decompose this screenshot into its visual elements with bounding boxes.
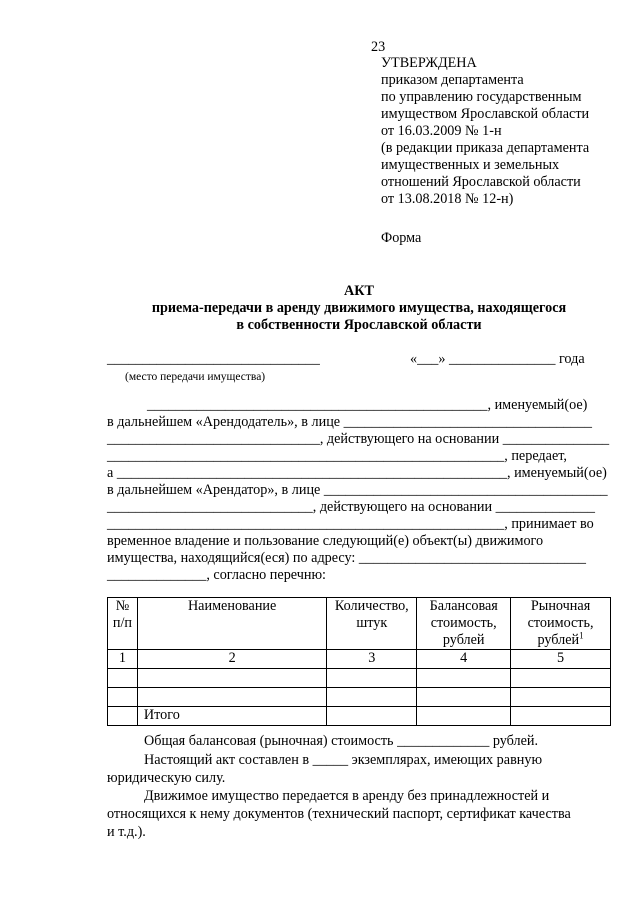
table-cell: 5 [511,650,611,669]
table-cell [137,669,326,688]
approval-line: УТВЕРЖДЕНА [381,55,477,71]
copies-paragraph-cont: юридическую силу. [107,770,226,786]
body-line: имущества, находящийся(еся) по адресу: ________________________________ [107,550,586,566]
body-line: временное владение и пользование следующий(е) объект(ы) движимого [107,533,544,549]
approval-line: имуществом Ярославской области [381,106,590,122]
table-cell [511,669,611,688]
accessories-paragraph-end: и т.д.). [107,824,146,840]
header-number: № п/п [112,598,133,631]
table-cell: 1 [108,650,138,669]
table-row [108,688,611,707]
table-total-row [108,707,611,726]
header-cell [327,598,417,650]
approval-line: (в редакции приказа департамента [381,140,590,156]
title-line: приема-передачи в аренду движимого имущества, находящегося [151,300,567,316]
table-cell [327,688,417,707]
body-line: в дальнейшем «Арендатор», в лице ________________________________________ [107,482,608,498]
approval-line: отношений Ярославской области [381,174,581,190]
body-line: а _______________________________________________________, именуемый(ое) [107,465,607,481]
body-line: ______________, согласно перечню: [107,567,326,583]
header-cell [511,598,611,650]
title-line: в собственности Ярославской области [236,317,482,333]
table-cell [511,707,611,726]
table-cell: 3 [327,650,417,669]
footnote-mark: 1 [579,630,584,641]
table-cell [108,707,138,726]
header-balance-value: Балансовая стоимость, рублей [429,598,498,648]
header-cell [108,598,138,650]
accessories-paragraph: Движимое имущество передается в аренду без принадлежностей и [144,788,550,804]
accessories-paragraph-cont: относящихся к нему документов (технический паспорт, сертификат качества [107,806,571,822]
approval-line: имущественных и земельных [381,157,560,173]
table-numbers-row [108,650,611,669]
table-cell [137,688,326,707]
approval-line: по управлению государственным [381,89,582,105]
place-caption: (место передачи имущества) [125,371,266,383]
header-quantity: Количество, штук [334,598,409,631]
approval-line: от 13.08.2018 № 12-н) [381,191,514,207]
approval-line: приказом департамента [381,72,524,88]
table-cell [327,669,417,688]
header-cell [137,598,326,650]
header-name: Наименование [187,598,277,614]
table-cell: 2 [137,650,326,669]
table-cell [511,688,611,707]
table-cell [417,707,511,726]
property-table [107,597,611,726]
body-line: в дальнейшем «Арендодатель», в лице ___________________________________ [107,414,592,430]
form-label: Форма [381,230,422,246]
body-line: ________________________________________________, именуемый(ое) [147,397,588,413]
document-title [107,283,611,334]
table-cell [417,688,511,707]
copies-paragraph: Настоящий акт составлен в _____ экземплярах, имеющих равную [144,752,543,768]
table-cell [108,669,138,688]
header-cell [417,598,511,650]
table-header-row [108,598,611,650]
date-field: «___» _______________ года [410,351,585,367]
table-cell: 4 [417,650,511,669]
total-label: Итого [137,707,326,726]
total-value-paragraph: Общая балансовая (рыночная) стоимость _____________ рублей. [144,733,539,749]
table-cell [108,688,138,707]
body-line: ______________________________, действующего на основании _______________ [107,431,610,447]
body-line: _____________________________, действующего на основании ______________ [107,499,595,515]
table-row [108,669,611,688]
body-line: ________________________________________________________, передает, [107,448,567,464]
body-line: ________________________________________________________, принимает во [107,516,594,532]
table-cell [417,669,511,688]
act-body [107,397,611,584]
table-cell [327,707,417,726]
page-number: 23 [371,39,386,55]
approval-block [381,55,589,208]
title-line: АКТ [344,283,374,299]
place-blank: ______________________________ [107,351,320,367]
header-market-value: Рыночная стоимость, рублей [527,598,594,648]
approval-line: от 16.03.2009 № 1-н [381,123,502,139]
